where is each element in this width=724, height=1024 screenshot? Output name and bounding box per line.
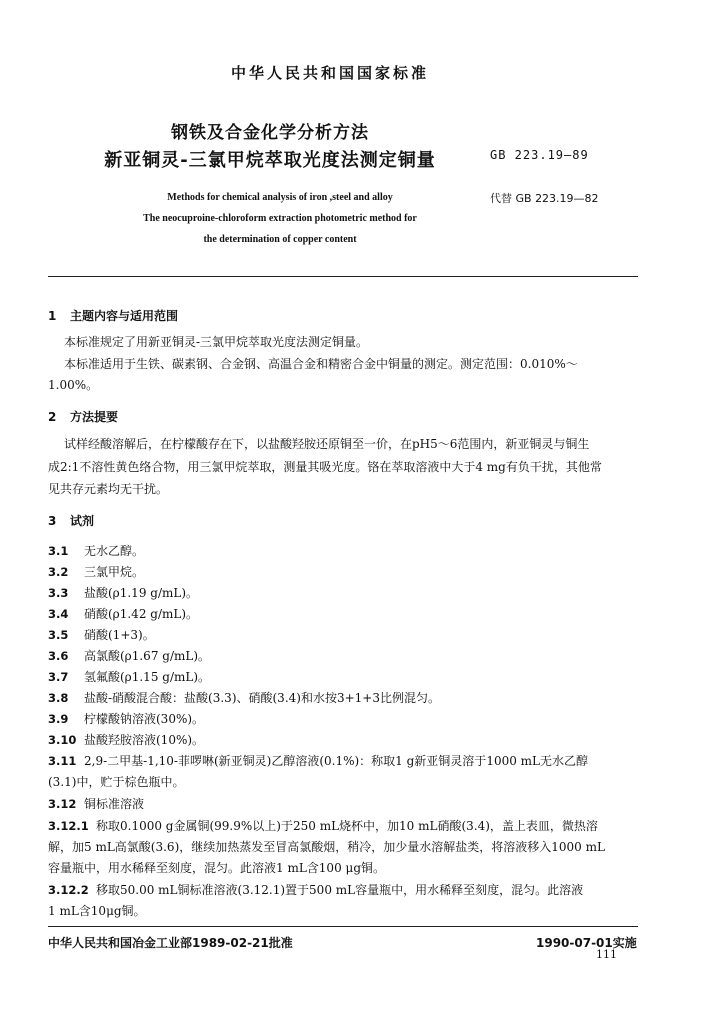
reagent-item: 3.8 盐酸-硝酸混合酸：盐酸(3.3)、硝酸(3.4)和水按3+1+3比例混匀。 [48, 691, 440, 705]
section-number: 3 [48, 514, 57, 528]
section-2-para-line2: 成2:1不溶性黄色络合物，用三氯甲烷萃取，测量其吸光度。铬在萃取溶液中大于4 mg有负干扰，其他常 [48, 460, 602, 474]
reagent-item: 3.7 氢氟酸(ρ1.15 g/mL)。 [48, 670, 211, 684]
reagent-item: 3.10 盐酸羟胺溶液(10%)。 [48, 733, 205, 747]
section-1-heading [48, 307, 178, 324]
reagent-item: 3.6 高氯酸(ρ1.67 g/mL)。 [48, 649, 211, 663]
section-title: 方法提要 [70, 410, 119, 424]
title-cn-line1: 钢铁及合金化学分析方法 [171, 123, 369, 143]
section-title: 试剂 [70, 514, 95, 528]
effective-date: 1990-07-01实施 [536, 936, 637, 950]
section-number: 2 [48, 410, 57, 424]
reagent-item-cont: 解，加5 mL高氯酸(3.6)，继续加热蒸发至冒高氯酸烟，稍冷，加少量水溶解盐类，将溶液移入1000 mL [48, 840, 605, 854]
reagent-item: 3.1 无水乙醇。 [48, 544, 145, 558]
standard-org-header: 中华人民共和国国家标准 [230, 64, 429, 82]
replaces-standard: 代替 GB 223.19—82 [490, 192, 599, 205]
footer-divider [48, 926, 638, 927]
reagent-item: 3.12 铜标准溶液 [48, 797, 145, 811]
title-en-line3: the determination of copper content [203, 234, 357, 245]
reagent-item-cont: 容量瓶中，用水稀释至刻度，混匀。此溶液1 mL含100 μg铜。 [48, 861, 385, 875]
page-number: 111 [596, 948, 617, 961]
title-cn-line2: 新亚铜灵-三氯甲烷萃取光度法测定铜量 [104, 150, 436, 171]
section-2-para-line3: 见共存元素均无干扰。 [48, 482, 169, 496]
section-1-para-2: 本标准适用于生铁、碳素钢、合金钢、高温合金和精密合金中铜量的测定。测定范围：0.010%～ [64, 357, 578, 371]
section-number: 1 [48, 309, 57, 323]
reagent-item: 3.12.2 移取50.00 mL铜标准溶液(3.12.1)置于500 mL容量瓶中，用水稀释至刻度，混匀。此溶液 [48, 883, 584, 897]
section-2-para-line1: 试样经酸溶解后，在柠檬酸存在下，以盐酸羟胺还原铜至一价，在pH5～6范围内，新亚铜灵与铜生 [64, 437, 590, 451]
section-1-para-2-cont: 1.00%。 [48, 378, 99, 392]
section-3-heading [48, 512, 94, 529]
section-title: 主题内容与适用范围 [70, 309, 179, 323]
reagent-item: 3.11 2,9-二甲基-1,10-菲啰啉(新亚铜灵)乙醇溶液(0.1%)：称取1 g新亚铜灵溶于1000 mL无水乙醇 [48, 754, 589, 768]
title-en-line1: Methods for chemical analysis of iron ,steel and alloy [167, 192, 393, 203]
reagent-item: 3.12.1 称取0.1000 g金属铜(99.9%以上)于250 mL烧杯中，加10 mL硝酸(3.4)，盖上表皿，微热溶 [48, 819, 598, 833]
reagent-item: 3.3 盐酸(ρ1.19 g/mL)。 [48, 586, 199, 600]
reagent-item: 3.5 硝酸(1+3)。 [48, 628, 155, 642]
section-1-para-1: 本标准规定了用新亚铜灵-三氯甲烷萃取光度法测定铜量。 [64, 335, 369, 349]
header-divider [48, 276, 638, 277]
reagent-item: 3.4 硝酸(ρ1.42 g/mL)。 [48, 607, 199, 621]
approval-note: 中华人民共和国冶金工业部1989-02-21批准 [48, 936, 293, 950]
title-en-line2: The neocuproine-chloroform extraction photometric method for [143, 213, 417, 224]
standard-number: GB 223.19—89 [490, 148, 589, 162]
reagent-item: 3.9 柠檬酸钠溶液(30%)。 [48, 712, 205, 726]
section-2-heading [48, 408, 118, 425]
reagent-item: 3.2 三氯甲烷。 [48, 565, 145, 579]
reagent-item-cont: (3.1)中，贮于棕色瓶中。 [48, 775, 185, 789]
reagent-item-cont: 1 mL含10μg铜。 [48, 904, 146, 918]
